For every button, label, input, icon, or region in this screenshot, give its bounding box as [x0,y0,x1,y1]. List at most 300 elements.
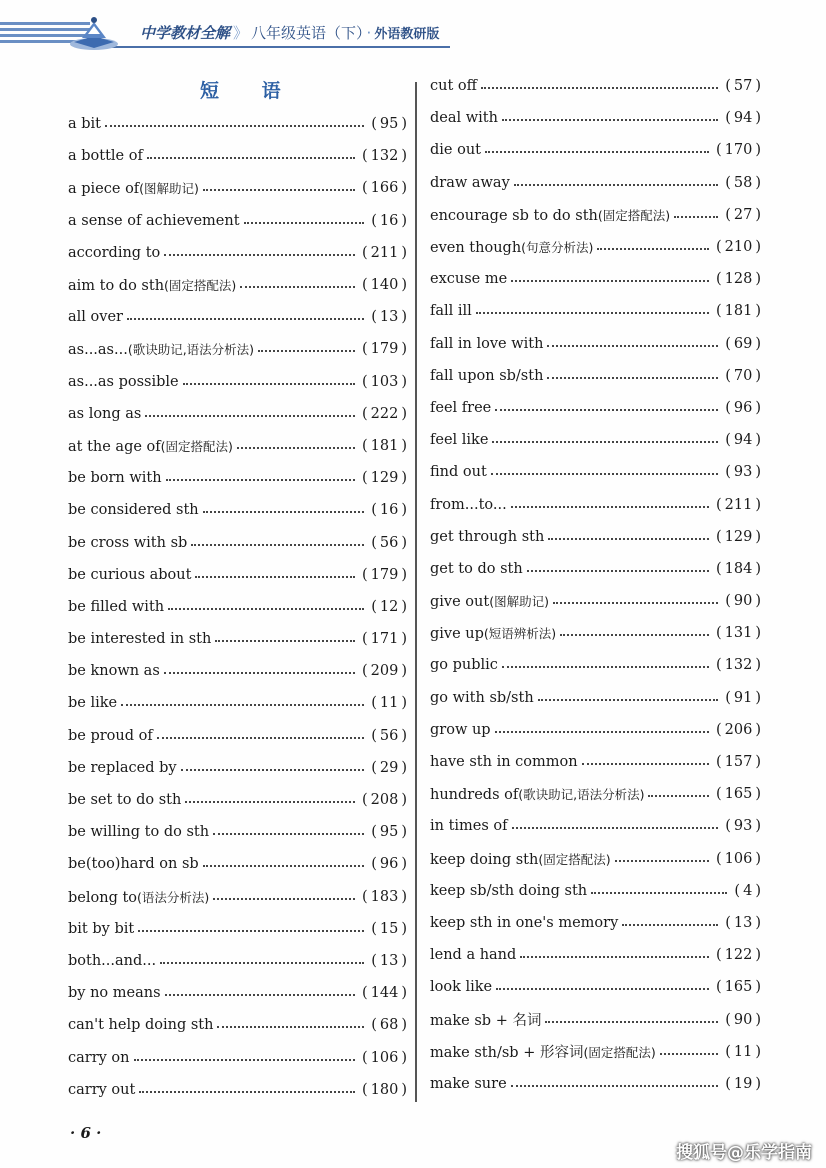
open-paren: ( [371,695,377,712]
page-ref-number: 128 [724,271,753,288]
phrase-term [430,690,534,706]
phrase-note: (图解助记) [489,594,549,610]
phrase-term [68,695,117,711]
phrase-text: as...as... [68,342,128,359]
dot-leader [165,994,355,996]
open-paren: ( [371,116,377,133]
close-paren: ) [401,985,407,1002]
phrase-text: be interested in sth [68,631,212,648]
dot-leader [511,506,709,508]
dot-leader [147,157,355,159]
phrase-entry [430,1068,764,1100]
right-phrase-column [430,70,764,1100]
open-paren: ( [361,1049,368,1066]
page-ref-number: 58 [733,174,753,191]
page-reference [722,818,764,834]
dot-leader [502,666,709,668]
dot-leader [203,865,365,867]
phrase-term [68,856,199,872]
page-ref-number: 94 [733,432,753,449]
phrase-text: be replaced by [68,759,177,776]
dot-leader [160,962,364,964]
page-reference [368,921,410,937]
open-paren: ( [361,631,368,648]
dot-leader [258,350,355,352]
close-paren: ) [755,110,761,127]
phrase-entry [430,778,764,810]
page-ref-number: 166 [370,180,399,197]
phrase-entry [68,462,410,494]
open-paren: ( [361,792,368,809]
page-ref-number: 12 [379,598,399,615]
phrase-term [68,1017,213,1033]
page-ref-number: 184 [724,560,753,577]
phrase-note: (图解助记) [139,181,199,197]
open-paren: ( [361,437,368,454]
dot-leader [237,447,355,449]
page-reference [713,497,764,513]
phrase-text: according to [68,244,161,261]
phrase-entry [68,301,410,333]
open-paren: ( [361,470,368,487]
page-reference [368,309,410,325]
subject-name: 八年级英语（下） [251,24,364,42]
dot-leader [203,189,355,191]
phrase-entry [430,907,764,939]
close-paren: ) [401,1049,407,1066]
phrase-text: a bit [68,116,102,133]
phrase-term [430,1009,541,1030]
dot-leader [157,737,364,739]
close-paren: ) [755,1011,761,1028]
open-paren: ( [715,754,722,771]
page-ref-number: 132 [724,657,753,674]
open-paren: ( [361,373,368,390]
phrase-note: (句意分析法) [521,240,594,256]
phrase-term [430,850,611,868]
phrase-term [68,374,179,390]
phrase-note: (固定搭配法) [597,207,671,223]
open-paren: ( [371,824,377,841]
page-ref-number: 144 [370,985,399,1002]
close-paren: ) [755,303,761,320]
phrase-term [430,497,507,513]
dot-leader [538,699,719,701]
phrase-text: be set to do sth [68,792,182,809]
phrase-term [68,824,209,840]
phrase-term [68,760,177,776]
phrase-note: (歌诀助记,语法分析法) [518,787,645,803]
dot-leader [496,988,709,990]
phrase-text: in times of [430,818,508,835]
page-reference [368,535,410,551]
page-reference [722,432,764,448]
page-reference [713,625,764,641]
open-paren: ( [725,1075,731,1092]
phrase-text: lend a hand [430,947,517,964]
phrase-entry [68,720,410,752]
close-paren: ) [755,657,761,674]
page-ref-number: 29 [379,759,399,776]
phrase-entry [430,456,764,488]
page-reference [713,239,764,255]
page-ref-number: 19 [733,1075,753,1092]
page-ref-number: 27 [733,206,753,223]
phrase-entry [68,1041,410,1073]
page-header [0,0,826,56]
dot-leader [512,827,719,829]
close-paren: ) [401,180,407,197]
open-paren: ( [361,277,368,294]
page-reference [713,142,764,158]
phrase-text: be willing to do sth [68,824,210,841]
open-paren: ( [361,405,368,422]
page-reference [368,502,410,518]
phrase-entry [430,199,764,231]
phrase-term [68,792,181,808]
phrase-term [68,888,209,906]
page-ref-number: 95 [379,824,399,841]
page-ref-number: 68 [379,1017,399,1034]
dot-leader [105,125,364,127]
page-reference [713,722,764,738]
phrase-entry [430,424,764,456]
phrase-entry [430,939,764,971]
page-reference [359,277,410,293]
open-paren: ( [361,148,368,165]
phrase-entry [68,977,410,1009]
header-title [140,22,439,43]
phrase-text: cut off [430,78,477,95]
dot-leader [495,409,718,411]
page-reference [731,883,764,899]
open-paren: ( [715,657,722,674]
column-divider [415,82,417,1102]
dot-leader [622,924,718,926]
close-paren: ) [755,850,761,867]
page-reference [368,728,410,744]
dot-leader [514,184,718,186]
phrase-text: belong to [68,889,138,906]
page-ref-number: 171 [370,631,399,648]
phrase-entry [68,237,410,269]
dot-leader [674,216,718,218]
page-reference [359,406,410,422]
open-paren: ( [371,952,377,969]
page-reference [359,470,410,486]
close-paren: ) [401,405,407,422]
phrase-term [68,116,101,132]
page-reference [368,760,410,776]
phrase-entry [430,360,764,392]
phrase-entry [68,366,410,398]
page-ref-number: 180 [370,1081,399,1098]
open-paren: ( [371,212,377,229]
phrase-entry [68,623,410,655]
page-reference [359,889,410,905]
dot-leader [481,87,718,89]
close-paren: ) [401,759,407,776]
phrase-entry [430,875,764,907]
page-ref-number: 131 [724,625,753,642]
page-reference [713,786,764,802]
phrase-term [430,142,481,158]
page-ref-number: 11 [733,1043,753,1060]
phrase-term [430,561,523,577]
phrase-text: go public [430,657,498,674]
left-phrase-column [68,108,410,1106]
open-paren: ( [715,625,722,642]
page-reference [722,1076,764,1092]
close-paren: ) [401,598,407,615]
dot-leader [553,602,718,604]
open-paren: ( [715,303,722,320]
phrase-entry [430,553,764,585]
phrase-term [430,78,477,94]
phrase-entry [430,167,764,199]
phrase-term [68,179,199,197]
phrase-term [68,599,164,615]
phrase-text: be filled with [68,598,165,615]
phrase-term [430,592,549,610]
close-paren: ) [755,754,761,771]
phrase-term [68,437,233,455]
phrase-entry [68,269,410,301]
close-paren: ) [755,947,761,964]
dot-leader [168,608,364,610]
close-paren: ) [755,1075,761,1092]
page-ref-number: 106 [724,850,753,867]
open-paren: ( [715,850,722,867]
phrase-entry [430,102,764,134]
phrase-note: (歌诀助记,语法分析法) [127,342,255,358]
dot-leader [213,898,355,900]
close-paren: ) [401,856,407,873]
header-separator: 》 [233,24,249,42]
open-paren: ( [371,534,377,551]
page-ref-number: 13 [379,309,399,326]
dot-leader [582,763,709,765]
page-ref-number: 16 [379,212,399,229]
phrase-text: keep sb/sth doing sth [430,882,588,899]
phrase-term [430,915,618,931]
page-ref-number: 70 [733,367,753,384]
dot-leader [660,1053,718,1055]
dot-leader [138,930,364,932]
page-ref-number: 222 [370,405,399,422]
phrase-text: go with sb/sth [430,689,534,706]
open-paren: ( [361,566,368,583]
dot-leader [145,415,355,417]
page-reference [359,148,410,164]
phrase-entry [68,784,410,816]
phrase-entry [430,649,764,681]
phrase-entry [430,1036,764,1068]
page-reference [722,1044,764,1060]
page-reference [713,754,764,770]
phrase-term [430,979,492,995]
page-ref-number: 91 [733,689,753,706]
page-ref-number: 96 [733,399,753,416]
phrase-term [68,276,236,294]
phrase-entry [430,746,764,778]
dot-leader [491,473,718,475]
close-paren: ) [755,914,761,931]
dot-leader [560,634,709,636]
page-ref-number: 165 [724,786,753,803]
open-paren: ( [715,560,722,577]
page-ref-number: 122 [724,947,753,964]
phrase-term [430,785,644,803]
close-paren: ) [401,309,407,326]
page-reference [359,1050,410,1066]
dot-leader [183,383,355,385]
phrase-term [68,1050,130,1066]
close-paren: ) [401,824,407,841]
page-reference [713,529,764,545]
page-ref-number: 209 [370,663,399,680]
phrase-text: fall ill [430,303,472,320]
open-paren: ( [361,180,368,197]
dot-leader [547,377,718,379]
phrase-entry [430,231,764,263]
phrase-term [430,206,670,224]
phrase-text: fall upon sb/sth [430,367,544,384]
phrase-text: by no means [68,985,161,1002]
phrase-term [68,1082,135,1098]
phrase-note: (固定搭配法) [583,1045,656,1061]
phrase-entry [68,655,410,687]
open-paren: ( [725,206,731,223]
page-reference [368,116,410,132]
book-logo-icon [68,14,120,52]
close-paren: ) [755,239,761,256]
phrase-text: be considered sth [68,502,199,519]
dot-leader [591,892,727,894]
close-paren: ) [401,277,407,294]
phrase-term [68,535,187,551]
phrase-text: grow up [430,721,491,738]
phrase-entry [430,1003,764,1035]
page-number: · 6 · [70,1124,102,1142]
close-paren: ) [401,727,407,744]
page-reference [722,336,764,352]
phrase-entry [68,398,410,430]
dot-leader [511,1085,719,1087]
page-reference [368,213,410,229]
phrase-entry [430,521,764,553]
page-ref-number: 93 [733,818,753,835]
page-reference [722,110,764,126]
phrase-entry [68,1074,410,1106]
close-paren: ) [401,695,407,712]
open-paren: ( [725,1043,731,1060]
page-ref-number: 181 [724,303,753,320]
dot-leader [548,538,709,540]
phrase-entry [68,494,410,526]
open-paren: ( [371,759,377,776]
open-paren: ( [715,496,722,513]
phrase-text: from...to... [430,496,507,513]
phrase-term [68,921,134,937]
page-reference [359,567,410,583]
page-ref-number: 206 [724,721,753,738]
phrase-text: make sure [430,1075,507,1092]
page-reference [713,979,764,995]
dot-leader [215,640,355,642]
phrase-entry [68,559,410,591]
phrase-text: be curious about [68,566,192,583]
page-ref-number: 208 [370,792,399,809]
open-paren: ( [715,239,722,256]
page-reference [713,657,764,673]
edition-name: 外语教研版 [374,27,440,42]
dot-leader [615,860,709,862]
phrase-entry [430,392,764,424]
open-paren: ( [361,244,368,261]
page-reference [713,271,764,287]
dot-leader [121,704,364,706]
open-paren: ( [725,110,731,127]
phrase-text: all over [68,309,123,326]
dot-leader [217,1026,364,1028]
close-paren: ) [401,566,407,583]
dot-leader [244,222,365,224]
phrase-text: have sth in common [430,754,578,771]
phrase-text: give out [430,594,490,611]
dot-leader [195,576,355,578]
phrase-entry [68,526,410,558]
page-ref-number: 13 [379,952,399,969]
page-reference [359,985,410,1001]
phrase-note: (固定搭配法) [160,438,233,454]
dot-leader [492,441,718,443]
close-paren: ) [401,920,407,937]
section-title: 短 语 [200,80,299,102]
page-reference [713,851,764,867]
phrase-text: excuse me [430,271,508,288]
close-paren: ) [755,979,761,996]
page-ref-number: 179 [370,566,399,583]
page-reference [713,561,764,577]
open-paren: ( [371,598,377,615]
phrase-term [430,818,508,834]
dot-leader [597,248,709,250]
open-paren: ( [725,78,731,95]
phrase-entry [68,430,410,462]
open-paren: ( [725,689,731,706]
phrase-text: hundreds of [430,787,519,804]
phrase-entry [430,263,764,295]
open-paren: ( [725,818,731,835]
close-paren: ) [401,244,407,261]
phrase-text: be known as [68,663,160,680]
page-reference [722,593,764,609]
open-paren: ( [725,335,731,352]
phrase-term [430,947,516,963]
open-paren: ( [715,721,722,738]
phrase-term [430,1041,656,1062]
phrase-term [430,110,498,126]
close-paren: ) [401,663,407,680]
dot-leader [240,286,355,288]
phrase-entry [430,585,764,617]
phrase-text: as long as [68,405,142,422]
phrase-term [430,271,507,287]
open-paren: ( [371,920,377,937]
open-paren: ( [715,142,722,159]
page-reference [722,400,764,416]
